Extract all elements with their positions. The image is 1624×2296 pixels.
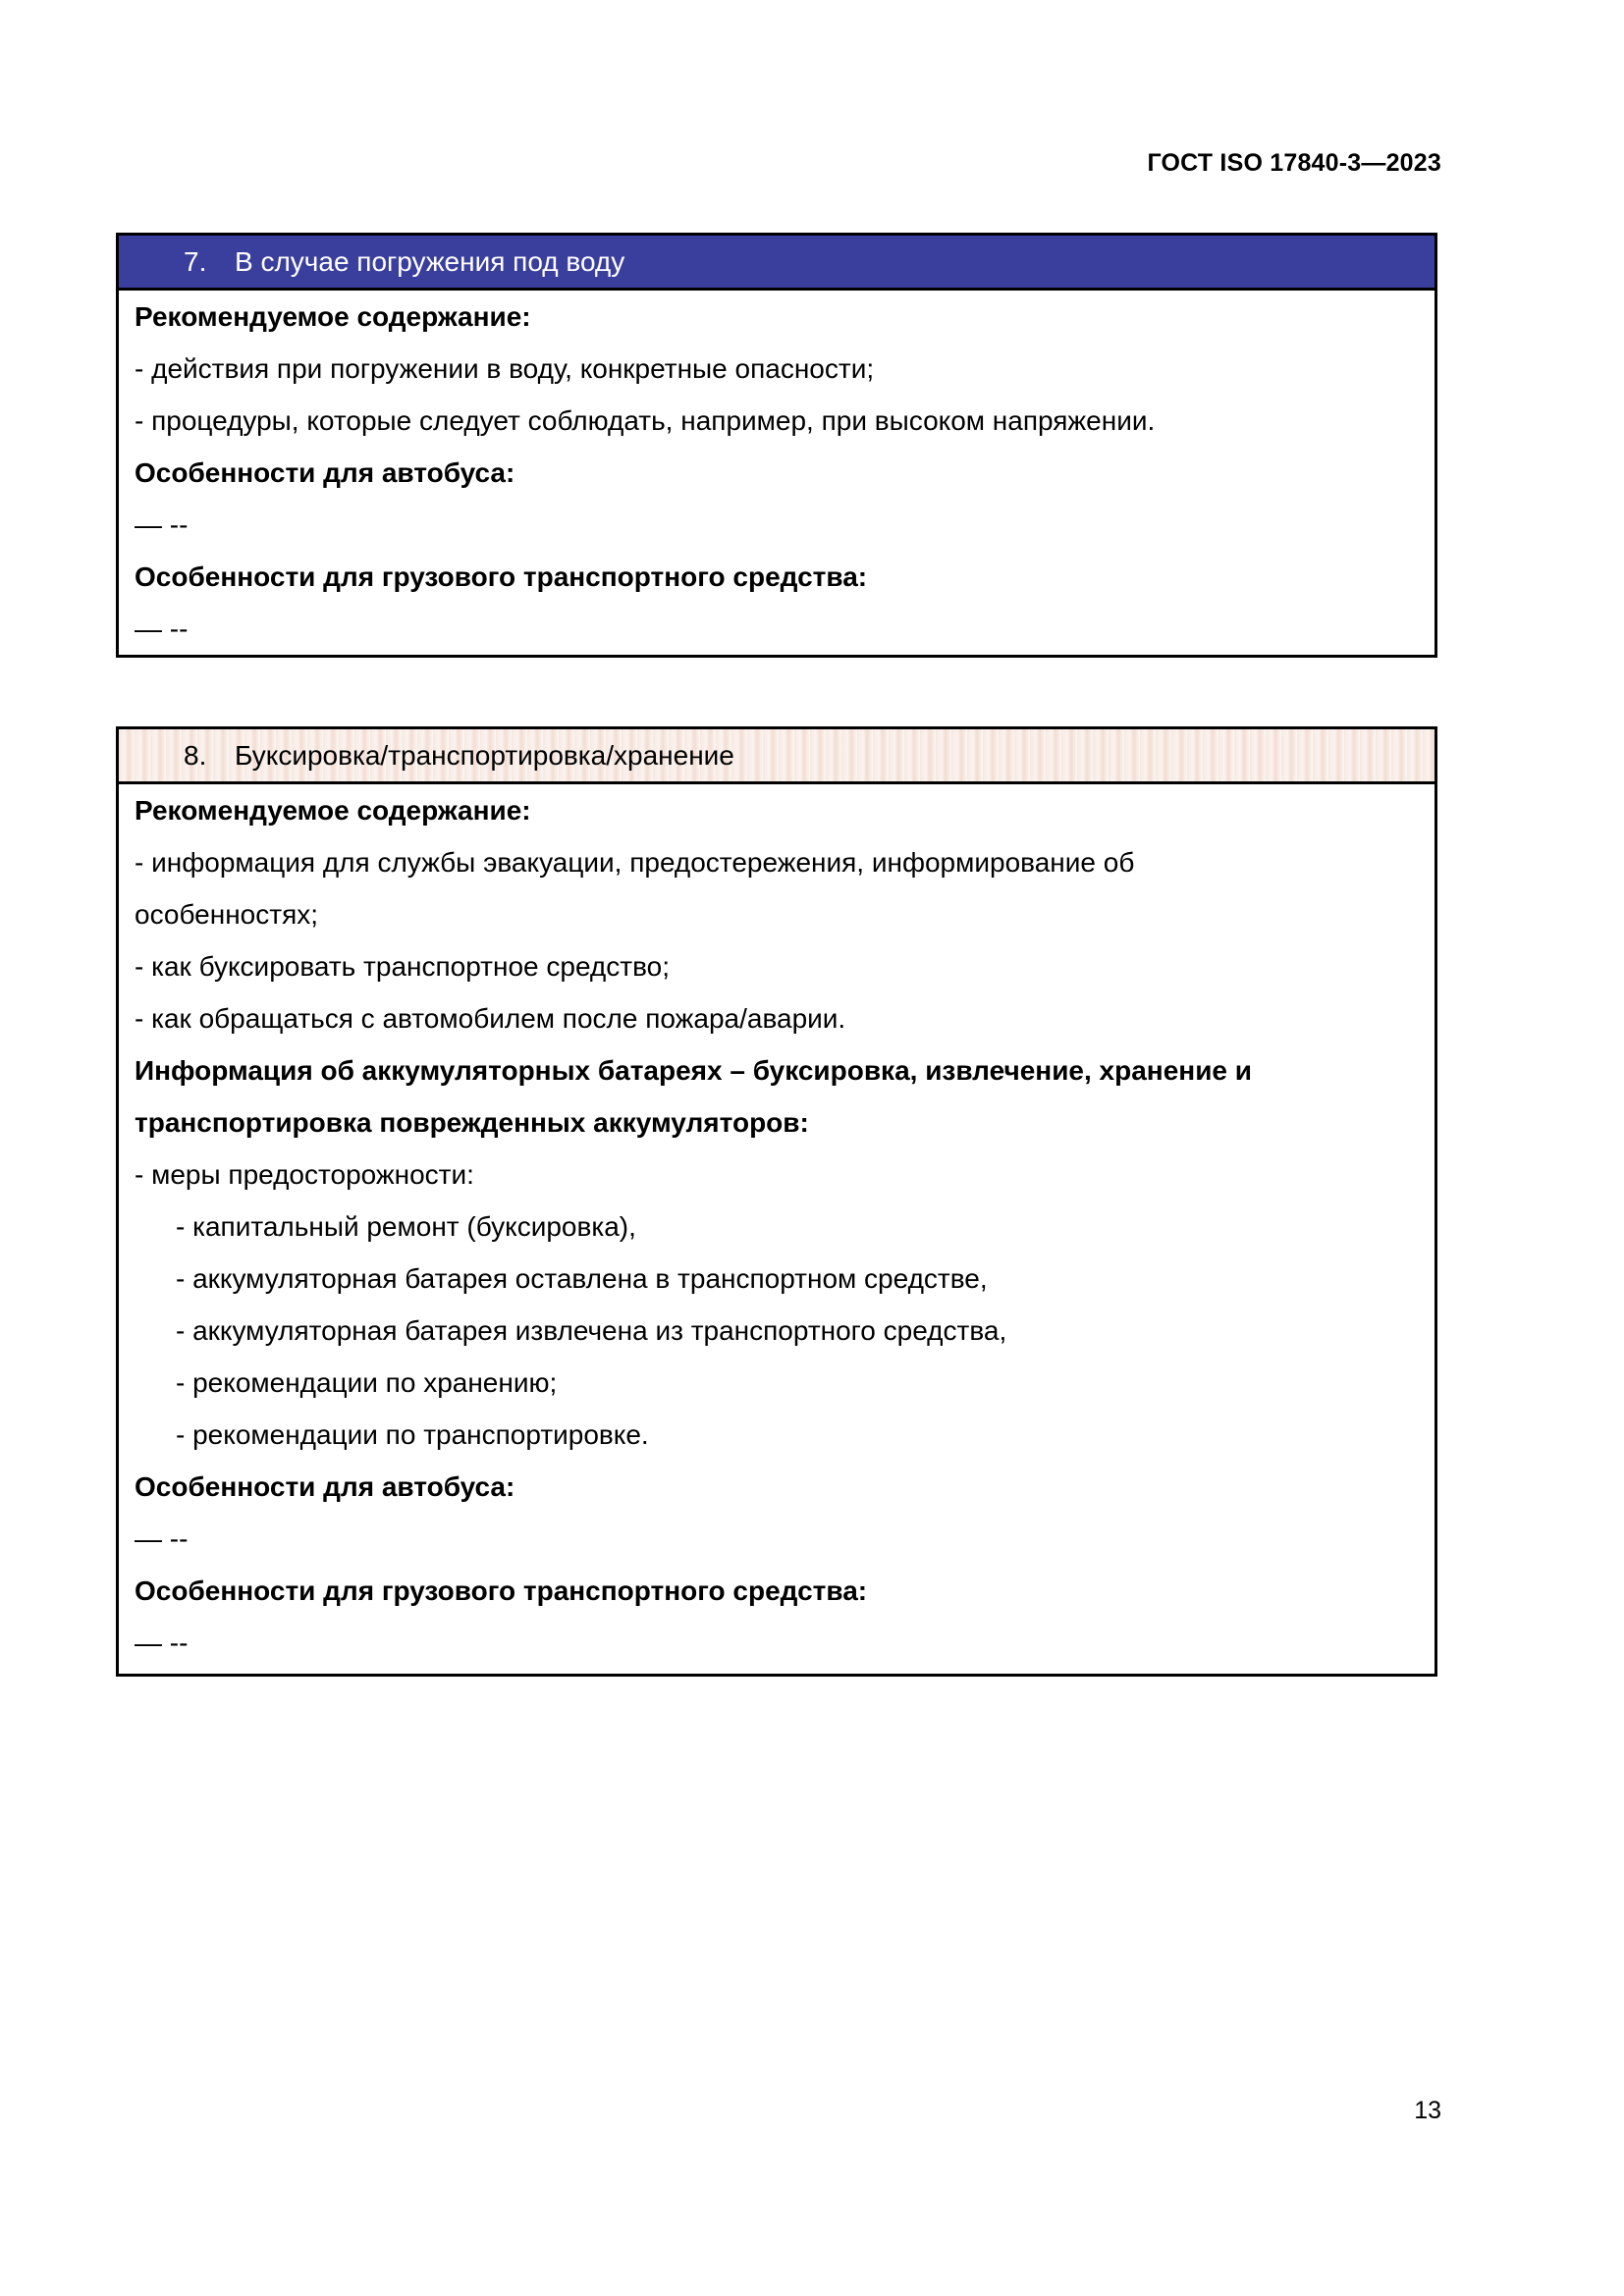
section-8-battery-heading: Информация об аккумуляторных батареях – буксировка, извлечение, хранение и [135,1055,1252,1086]
section-7-list-item: - действия при погружении в воду, конкретные опасности; [135,353,875,384]
section-7-title: В случае погружения под воду [235,245,625,277]
section-7-underwater [116,233,1437,658]
section-8-precautions-label: - меры предосторожности: [135,1159,474,1190]
section-8-precaution-item: - аккумуляторная батарея извлечена из транспортного средства, [176,1315,1007,1346]
section-7-list-item: - процедуры, которые следует соблюдать, например, при высоком напряжении. [135,405,1156,436]
section-8-precaution-item: - рекомендации по транспортировке. [176,1419,649,1450]
section-8-precaution-item: - рекомендации по хранению; [176,1367,558,1398]
section-7-body [119,291,1435,655]
section-8-bus-value: — -- [135,1523,189,1554]
section-7-recommended-heading: Рекомендуемое содержание: [135,301,531,332]
section-8-title: Буксировка/транспортировка/хранение [235,739,734,771]
section-7-bus-heading: Особенности для автобуса: [135,457,515,488]
section-8-list-item: - как обращаться с автомобилем после пожара/аварии. [135,1003,846,1034]
section-8-list-item: - информация для службы эвакуации, предостережения, информирование об [135,847,1135,878]
section-8-precaution-item: - капитальный ремонт (буксировка), [176,1211,636,1242]
section-8-truck-heading: Особенности для грузового транспортного средства: [135,1575,868,1606]
section-7-truck-heading: Особенности для грузового транспортного средства: [135,561,868,592]
section-7-truck-value: — -- [135,614,189,644]
section-8-precaution-item: - аккумуляторная батарея оставлена в транспортном средстве, [176,1263,988,1294]
section-7-number: 7. [184,245,207,277]
section-8-list-item: - как буксировать транспортное средство; [135,951,670,982]
section-7-bus-value: — -- [135,509,189,540]
section-8-recommended-heading: Рекомендуемое содержание: [135,795,531,826]
page-number: 13 [1414,2097,1441,2124]
section-8-bus-heading: Особенности для автобуса: [135,1471,515,1502]
section-8-towing [116,726,1437,1677]
section-7-title-bar [119,236,1435,291]
section-8-truck-value: — -- [135,1628,189,1658]
section-8-body [119,784,1435,1669]
section-8-battery-heading-continued: транспортировка поврежденных аккумуляторов: [135,1107,809,1138]
section-8-number: 8. [184,739,207,771]
section-8-list-item-continued: особенностях; [135,899,319,930]
section-8-title-bar [119,729,1435,784]
document-code: ГОСТ ISO 17840-3—2023 [1147,149,1441,177]
